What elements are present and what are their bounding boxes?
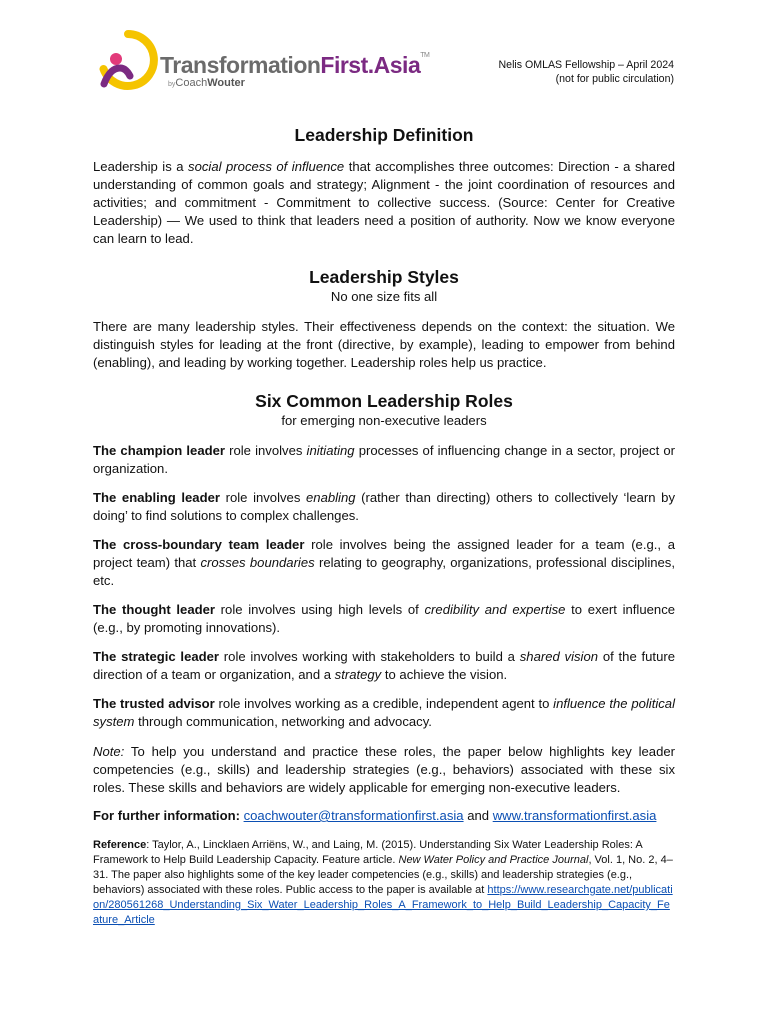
header-note xyxy=(499,58,674,86)
roles-subtitle: for emerging non-executive leaders xyxy=(281,413,487,428)
reference-url-link[interactable]: https://www.researchgate.net/publication/280561268_Understanding_Six_Water_Leadership_Roles_A_Framework_to_Help_Build_Leadership_Capacity_Feature_Article xyxy=(93,884,673,926)
definition-title: Leadership Definition xyxy=(294,125,474,145)
styles-subtitle: No one size fits all xyxy=(330,289,438,304)
role-champion: The champion leader role involves initiating processes of influencing change in a sector, project or organization. xyxy=(93,443,675,476)
brand-logo xyxy=(96,28,430,94)
header-line-1: Nelis OMLAS Fellowship – April 2024 xyxy=(498,59,674,71)
role-strategic: The strategic leader role involves working with stakeholders to build a shared vision of the future direction of a team or organization, and a strategy to achieve the vision. xyxy=(93,649,675,682)
further-info: For further information: coachwouter@transformationfirst.asia and www.transformationfirst.asia xyxy=(93,808,657,823)
styles-paragraph: There are many leadership styles. Their effectiveness depends on the context: the situation. We distinguish styles for leading at the front (directive, by example), leading to empower from behind (enabling), and leading by working together. Leadership roles help us practice. xyxy=(93,319,675,370)
role-thought: The thought leader role involves using high levels of credibility and expertise to exert influence (e.g., by promoting innovations). xyxy=(93,602,676,635)
brand-name: TransformationFirst.Asia™ xyxy=(160,52,430,78)
reference-paragraph: Reference: Taylor, A., Lincklaen Arriëns, W., and Laing, M. (2015). Understanding Six Water Leadership Roles: A Framework to Help Build Leadership Capacity. Feature article. New Water Policy and Practice Journal, Vol. 1, No. 2, 4–31. The paper also highlights some of the key leader competencies (e.g., skills) and leadership strategies (e.g., behaviors) associated with these roles. Public access to the paper is available at https://www.researchgate.net/publication/280561268_Understanding_Six_Water_Leadership_Roles_A_Framework_to_Help_Build_Leadership_Capacity_Feature_Article xyxy=(93,839,673,926)
note-paragraph: Note: To help you understand and practice these roles, the paper below highlights key leader competencies (e.g., skills) and leadership strategies (e.g., behaviors) associated with these six roles. These skills and behaviors are widely applicable for emerging non-executive leaders. xyxy=(93,744,675,795)
logo-mark-icon xyxy=(96,28,160,92)
website-link[interactable]: www.transformationfirst.asia xyxy=(492,808,657,823)
role-trusted-advisor: The trusted advisor role involves working as a credible, independent agent to influence the political system through communication, networking and advocacy. xyxy=(93,696,675,729)
document-body xyxy=(93,124,675,928)
role-cross-boundary: The cross-boundary team leader role involves being the assigned leader for a team (e.g., a project team) that crosses boundaries relating to geography, organizations, professional disciplines, etc. xyxy=(93,537,676,588)
email-link[interactable]: coachwouter@transformationfirst.asia xyxy=(243,808,464,823)
definition-paragraph: Leadership is a social process of influence that accomplishes three outcomes: Direction - a shared understanding of common goals and strategy; Alignment - the joint coordination of resources and activities; and commitment - Commitment to collective success. (Source: Center for Creative Leadership) — We used to think that leaders need a position of authority. Now we know everyone can learn to lead. xyxy=(93,159,675,246)
brand-byline: byCoachWouter xyxy=(168,77,245,89)
styles-title: Leadership Styles xyxy=(309,267,459,287)
header-line-2: (not for public circulation) xyxy=(555,73,674,85)
roles-title: Six Common Leadership Roles xyxy=(255,391,513,411)
role-enabling: The enabling leader role involves enabling (rather than directing) others to collectively ‘learn by doing’ to find solutions to complex challenges. xyxy=(93,490,675,523)
